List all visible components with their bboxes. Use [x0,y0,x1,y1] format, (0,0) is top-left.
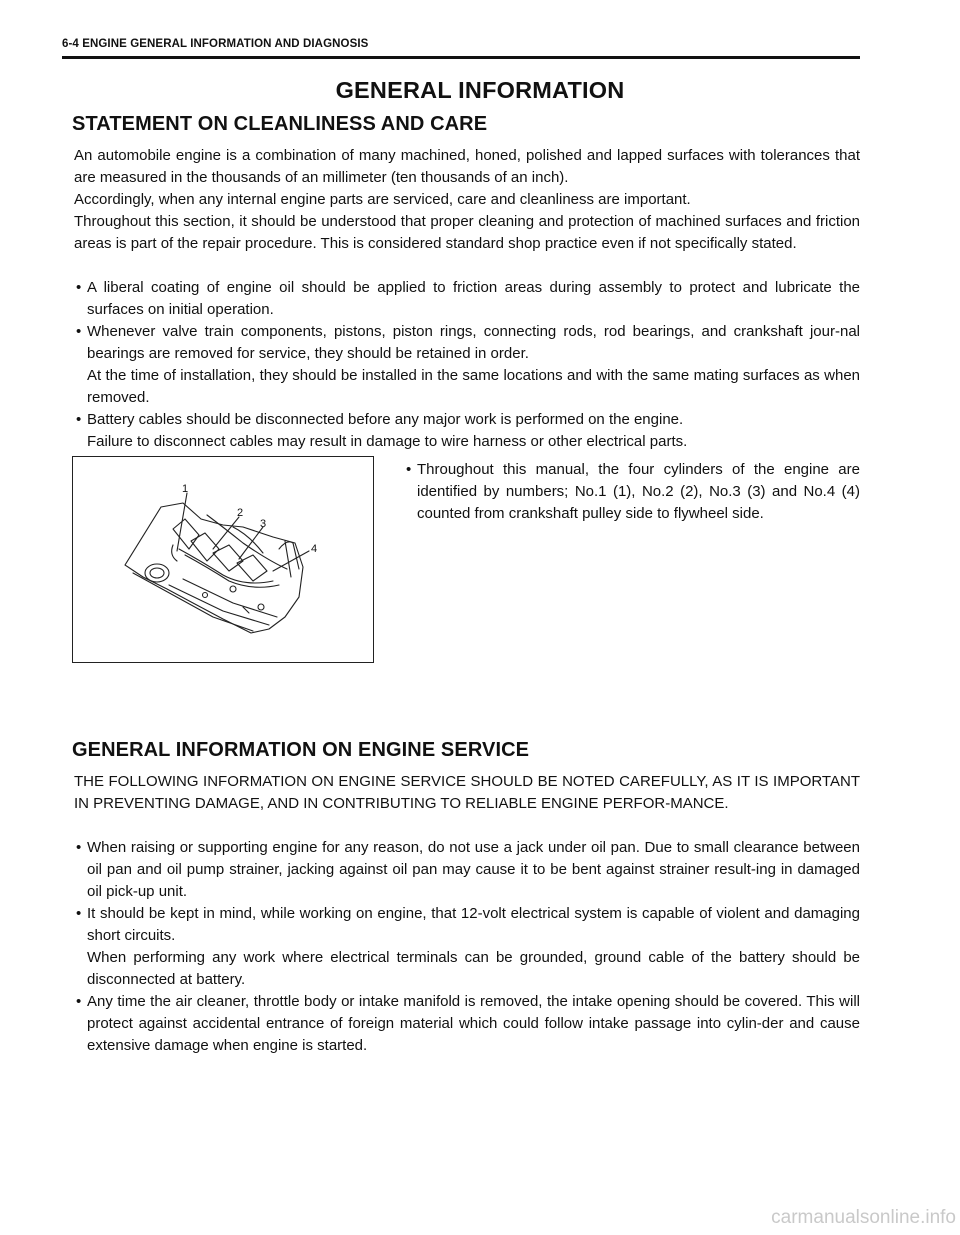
cylinder-numbering-list [404,459,860,525]
list-item [74,991,860,1057]
bullet-icon: • [76,905,82,922]
engine-block-outline [125,503,303,633]
list-item [74,903,860,991]
bullet-icon: • [76,411,82,428]
list-item-text: Whenever valve train components, pistons, piston rings, connecting rods, rod bearings, and crankshaft jour-nal bearings are removed for service, they should be retained in order. [87,323,860,362]
list-item-text: A liberal coating of engine oil should be applied to friction areas during assembly to protect and lubricate the surfaces on initial operation. [87,279,860,318]
list-item-text: When raising or supporting engine for any reason, do not use a jack under oil pan. Due to small clearance between oil pan and oil pump strainer, jacking against oil pan may cause it to be bent against strainer result-ing in damaged oil pick-up unit. [87,839,860,900]
cylinder-3-shape [213,545,243,571]
oil-cap [145,564,169,582]
callout-label-4: 4 [311,543,318,555]
engine-service-bullet-list [74,837,860,1057]
cleanliness-bullet-list [74,277,860,453]
list-item-continuation: At the time of installation, they should be installed in the same locations and with the same mating surfaces as when removed. [87,367,860,406]
watermark: carmanualsonline.info [771,1207,956,1228]
list-item-text: Battery cables should be disconnected before any major work is performed on the engine. [87,411,684,428]
list-item-text: Throughout this manual, the four cylinders of the engine are identified by numbers; No.1 (1), No.2 (2), No.3 (3) and No.4 (4) counted from crankshaft pulley side to flywheel side. [417,461,860,522]
list-item-text: Any time the air cleaner, throttle body or intake manifold is removed, the intake opening should be covered. This will protect against accidental entrance of foreign material which could follow intake passage into cylin-der and cause extensive damage when engine is started. [87,993,860,1054]
list-item [74,321,860,409]
section-title-engine-service: GENERAL INFORMATION ON ENGINE SERVICE [72,739,530,761]
bullet-icon: • [76,993,82,1010]
bullet-icon: • [406,461,412,478]
list-item-continuation: When performing any work where electrical terminals can be grounded, ground cable of the battery should be disconnected at battery. [87,949,860,988]
bullet-icon: • [76,279,82,296]
paragraph-intro: THE FOLLOWING INFORMATION ON ENGINE SERVICE SHOULD BE NOTED CAREFULLY, AS IT IS IMPORTANT IN PREVENTING DAMAGE, AND IN CONTRIBUTING TO RELIABLE ENGINE PERFOR-MANCE. [74,773,860,812]
bullet-icon: • [76,839,82,856]
list-item-continuation: Failure to disconnect cables may result in damage to wire harness or other electrical parts. [87,433,688,450]
cylinder-1-shape [173,519,199,549]
callout-label-3: 3 [260,518,267,530]
callout-2-leader [213,517,239,549]
list-item [74,837,860,903]
engine-cylinder-figure [72,456,374,663]
callout-4-leader [273,551,309,571]
paragraph: Throughout this section, it should be understood that proper cleaning and protection of machined surfaces and friction areas is part of the repair procedure. This is considered standard shop practice even if not specifically stated. [74,213,860,252]
engine-illustration [73,457,373,662]
list-item [74,277,860,321]
header-rule [62,56,860,59]
list-item [404,459,860,525]
callout-label-2: 2 [237,507,244,519]
page-title: GENERAL INFORMATION [335,77,625,103]
section-title-cleanliness: STATEMENT ON CLEANLINESS AND CARE [72,113,488,135]
callout-label-1: 1 [182,483,189,495]
callout-1-leader [177,493,187,551]
list-item-text: It should be kept in mind, while working on engine, that 12-volt electrical system is capable of violent and damaging short circuits. [87,905,860,944]
running-header: 6-4 ENGINE GENERAL INFORMATION AND DIAGNOSIS [62,38,369,50]
paragraph: An automobile engine is a combination of many machined, honed, polished and lapped surfaces with tolerances that are measured in the thousands of an millimeter (ten thousands of an inch). [74,147,860,186]
bullet-icon: • [76,323,82,340]
paragraph: Accordingly, when any internal engine parts are serviced, care and cleanliness are important. [74,191,691,208]
list-item [74,409,860,453]
